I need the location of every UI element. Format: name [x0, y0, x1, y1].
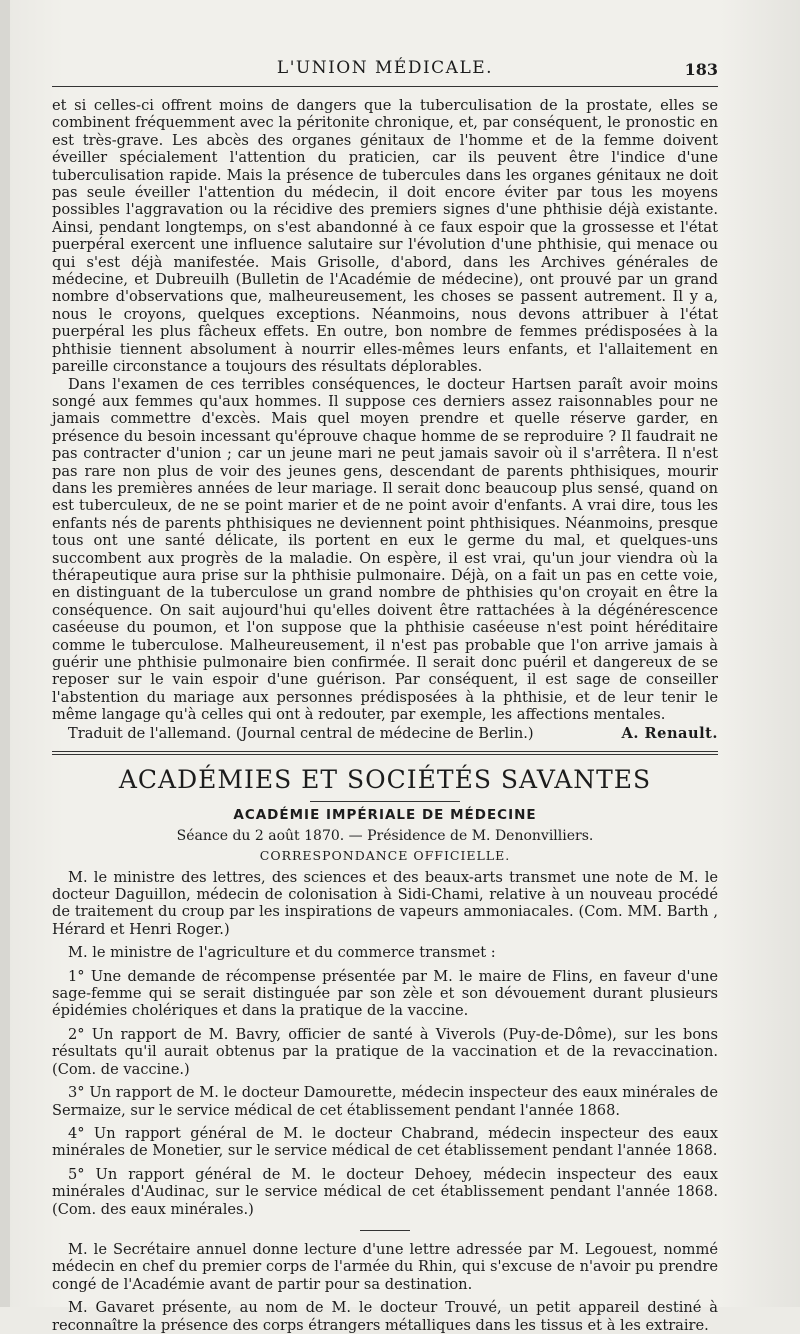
academy-name: ACADÉMIE IMPÉRIALE DE MÉDECINE: [233, 806, 537, 823]
page-spine: [0, 0, 10, 1307]
report-paragraph: 5° Un rapport général de M. le docteur Dehoey, médecin inspecteur des eaux minérales d'Audinac, sur le service médical de cet établissement pendant l'année 1868. (Com. des eaux minérales.): [52, 1165, 718, 1218]
paragraph-separator: [360, 1230, 410, 1231]
article-body: [52, 97, 718, 1334]
article-paragraph: Dans l'examen de ces terribles conséquences, le docteur Hartsen paraît avoir moins songé aux femmes qu'aux hommes. Il suppose ces derniers assez raisonnables pour ne jamais commettre d'excès. Mais quel moyen prendre et quelle réserve garder, en présence du besoin incessant qu'éprouve chaque homme de se reproduire ? Il faudrait ne pas contracter d'union ; car un jeune mari ne peut jamais savoir où il s'arrêtera. Il n'est pas rare non plus de voir des jeunes gens, descendant de parents phthisiques, mourir dans les premières années de leur mariage. Il serait donc beaucoup plus sensé, quand on est tuberculeux, de ne se point marier et de ne point avoir d'enfants. A vrai dire, tous les enfants nés de parents phthisiques ne deviennent point phthisiques. Néanmoins, presque tous ont une santé délicate, ils portent en eux le germe du mal, et quelques-uns succombent aux progrès de la maladie. On espère, il est vrai, qu'un jour viendra où la thérapeutique aura prise sur la phthisie pulmonaire. Déjà, on a fait un pas en cette voie, en distinguant de la tuberculose un grand nombre de phthisies qu'on croyait en être la conséquence. On sait aujourd'hui qu'elles doivent être rattachées à la dégénérescence caséeuse du poumon, et l'on suppose que la phthisie caséeuse n'est point héréditaire comme le tuberculose. Malheureusement, il n'est pas probable que l'on arrive jamais à guérir une phthisie pulmonaire bien confirmée. Il serait donc puéril et dangereux de se reposer sur le vain espoir d'une guérison. Par conséquent, il est sage de conseiller l'abstention du mariage aux personnes prédisposées à la phthisie, et de leur tenir le même langage qu'à celles qui ont à redouter, par exemple, les affections mentales.: [52, 375, 718, 724]
title-underline: [310, 801, 460, 802]
report-paragraph: M. Gavaret présente, au nom de M. le docteur Trouvé, un petit appareil destiné à reconnaître la présence des corps étrangers métalliques dans les tissus et à les extraire.: [52, 1299, 718, 1334]
report-paragraph: M. le ministre des lettres, des sciences et des beaux-arts transmet une note de M. le docteur Daguillon, médecin de colonisation à Sidi-Chami, relative à un nouveau procédé de traitement du croup par les inspirations de vapeurs ammoniacales. (Com. MM. Barth , Hérard et Henri Roger.): [52, 868, 718, 938]
report-paragraph: M. le Secrétaire annuel donne lecture d'une lettre adressée par M. Legouest, nommé médecin en chef du premier corps de l'armée du Rhin, qui s'excuse de n'avoir pu prendre congé de l'Académie avant de partir pour sa destination.: [52, 1240, 718, 1293]
report-paragraph: 4° Un rapport général de M. le docteur Chabrand, médecin inspecteur des eaux minérales de Monetier, sur le service médical de cet établissement pendant l'année 1868.: [52, 1124, 718, 1160]
report-paragraph: 2° Un rapport de M. Bavry, officier de santé à Viverols (Puy-de-Dôme), sur les bons résultats qu'il aurait obtenus par la pratique de la vaccination et de la revaccination. (Com. de vaccine.): [52, 1025, 718, 1078]
subhead: CORRESPONDANCE OFFICIELLE.: [259, 847, 511, 863]
article-author: A. Renault.: [621, 724, 718, 742]
report-paragraph: M. le ministre de l'agriculture et du commerce transmet :: [68, 944, 496, 962]
page-number: 183: [684, 60, 718, 79]
article-signature-line: [52, 725, 718, 743]
report-paragraph: 1° Une demande de récompense présentée par M. le maire de Flins, en faveur d'une sage-femme qui se serait distinguée par son zèle et son dévouement durant plusieurs épidémies cholériques et dans la pratique de la vaccine.: [52, 967, 718, 1020]
report-paragraph: 3° Un rapport de M. le docteur Damourette, médecin inspecteur des eaux minérales de Sermaize, sur le service médical de cet établissement pendant l'année 1868.: [52, 1084, 718, 1119]
section-title: ACADÉMIES ET SOCIÉTÉS SAVANTES: [118, 764, 652, 794]
translation-source: Traduit de l'allemand. (Journal central de médecine de Berlin.): [68, 724, 534, 742]
article-paragraph: et si celles-ci offrent moins de dangers que la tuberculisation de la prostate, elles se combinent fréquemment avec la péritonite chronique, et, par conséquent, le pronostic en est très-grave. Les abcès des organes génitaux de l'homme et de la femme doivent éveiller spécialement l'attention du praticien, car ils peuvent être l'indice d'une tuberculisation rapide. Mais la présence de tubercules dans les organes génitaux ne doit pas seule éveiller l'attention du médecin, il doit encore éviter par tous les moyens possibles l'aggravation ou la récidive des premiers signes d'une phthisie déjà existante. Ainsi, pendant longtemps, on s'est abandonné à ce faux espoir que la grossesse et l'état puerpéral exercent une influence salutaire sur l'évolution d'une phthisie, qui menace ou qui s'est déjà manifestée. Mais Grisolle, d'abord, dans les Archives générales de médecine, et Dubreuilh (Bulletin de l'Académie de médecine), ont prouvé par un grand nombre d'observations que, malheureusement, les choses se passent autrement. Il y a, nous le croyons, quelques exceptions. Néanmoins, nous devons attribuer à l'état puerpéral les plus fâcheux effets. En outre, bon nombre de femmes prédisposées à la phthisie tiennent absolument à nourrir elles-mêmes leurs enfants, et l'allaitement en pareille circonstance a toujours des résultats déplorables.: [52, 97, 718, 376]
running-title: L'UNION MÉDICALE.: [276, 58, 494, 78]
session-line: Séance du 2 août 1870. — Présidence de M. Denonvilliers.: [176, 827, 594, 844]
page-header: [52, 56, 718, 87]
section-divider: [52, 751, 718, 755]
